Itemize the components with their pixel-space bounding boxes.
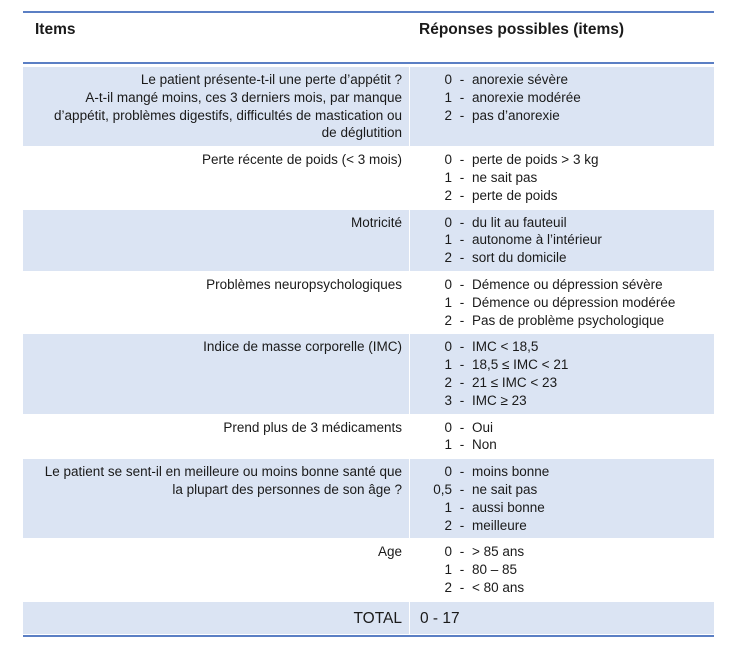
total-row: [23, 602, 714, 635]
answer-separator: -: [459, 544, 465, 560]
answer-option: [410, 517, 714, 535]
table-row: [23, 334, 714, 414]
items-column-header: Items: [35, 21, 76, 38]
answer-label: moins bonne: [472, 464, 550, 480]
answer-separator: -: [459, 312, 465, 328]
answer-label: ne sait pas: [472, 169, 538, 185]
answer-option: [410, 436, 714, 454]
answer-score: 3: [444, 392, 452, 408]
answer-option: [410, 543, 714, 561]
answer-separator: -: [459, 152, 465, 168]
answer-score: 1: [444, 232, 452, 248]
answer-label: du lit au fauteuil: [472, 214, 567, 230]
answer-list: [409, 459, 714, 538]
answer-option: [410, 374, 714, 392]
item-question: [23, 459, 409, 538]
item-question: [23, 334, 409, 413]
answer-separator: -: [459, 276, 465, 292]
answer-list: [409, 147, 714, 208]
answer-label: perte de poids: [472, 187, 558, 203]
answer-option: [410, 561, 714, 579]
table-row: [23, 539, 714, 601]
item-question-line: de déglutition: [321, 125, 402, 141]
answer-label: < 80 ans: [472, 579, 525, 595]
answer-score: 2: [444, 312, 452, 328]
answer-score: 2: [444, 187, 452, 203]
answer-score: 1: [444, 89, 452, 105]
table-row: [23, 147, 714, 209]
answer-score: 2: [444, 250, 452, 266]
answer-score: 0: [444, 464, 452, 480]
item-question-line: d’appétit, problèmes digestifs, difficultés de mastication ou: [54, 107, 402, 123]
item-question: [23, 539, 409, 600]
answer-label: Démence ou dépression modérée: [472, 294, 676, 310]
answer-label: meilleure: [472, 517, 527, 533]
answer-separator: -: [459, 562, 465, 578]
answer-score: 2: [444, 374, 452, 390]
answer-label: Non: [472, 437, 497, 453]
answer-list: [409, 67, 714, 146]
answer-score: 1: [444, 357, 452, 373]
answer-score: 0: [444, 72, 452, 87]
answer-label: Démence ou dépression sévère: [472, 276, 663, 292]
mna-score-table: [23, 11, 714, 637]
answer-score: 1: [444, 169, 452, 185]
answer-option: [410, 71, 714, 89]
answer-option: [410, 338, 714, 356]
answer-separator: -: [459, 169, 465, 185]
answer-list: [409, 415, 714, 459]
answer-score: 1: [444, 499, 452, 515]
answer-score: 0: [444, 214, 452, 230]
answer-option: [410, 187, 714, 205]
answer-separator: -: [459, 392, 465, 408]
answer-separator: -: [459, 481, 465, 497]
answer-score: 0: [444, 419, 452, 435]
item-question-line: Problèmes neuropsychologiques: [206, 276, 402, 292]
answer-option: [410, 214, 714, 232]
answer-list: [409, 539, 714, 600]
answer-score: 0: [444, 276, 452, 292]
answer-label: perte de poids > 3 kg: [472, 152, 599, 168]
item-question-line: Prend plus de 3 médicaments: [223, 419, 402, 435]
answer-separator: -: [459, 250, 465, 266]
answer-score: 1: [444, 437, 452, 453]
responses-column-header: Réponses possibles (items): [419, 21, 625, 38]
table-row: [23, 415, 714, 460]
answer-score: 0: [444, 152, 452, 168]
answer-label: > 85 ans: [472, 544, 525, 560]
answer-separator: -: [459, 357, 465, 373]
answer-option: [410, 107, 714, 125]
answer-option: [410, 463, 714, 481]
answer-option: [410, 579, 714, 597]
answer-separator: -: [459, 374, 465, 390]
answer-label: Oui: [472, 419, 494, 435]
table-header: [23, 13, 714, 64]
answer-label: IMC ≥ 23: [472, 392, 527, 408]
table-row: [23, 210, 714, 272]
answer-separator: -: [459, 214, 465, 230]
answer-option: [410, 499, 714, 517]
answer-separator: -: [459, 89, 465, 105]
item-question: [23, 272, 409, 333]
answer-label: IMC < 18,5: [472, 339, 539, 355]
answer-list: [409, 210, 714, 271]
answer-separator: -: [459, 579, 465, 595]
item-question-line: Le patient présente-t-il une perte d’appétit ?: [140, 72, 402, 87]
answer-label: 18,5 ≤ IMC < 21: [472, 357, 569, 373]
answer-label: ne sait pas: [472, 481, 538, 497]
answer-score: 1: [444, 294, 452, 310]
answer-separator: -: [459, 499, 465, 515]
answer-option: [410, 276, 714, 294]
answer-separator: -: [459, 107, 465, 123]
answer-label: autonome à l’intérieur: [472, 232, 602, 248]
answer-score: 0: [444, 339, 452, 355]
table-row: [23, 272, 714, 334]
answer-list: [409, 272, 714, 333]
answer-label: Pas de problème psychologique: [472, 312, 665, 328]
answer-separator: -: [459, 294, 465, 310]
answer-option: [410, 356, 714, 374]
answer-label: sort du domicile: [472, 250, 567, 266]
answer-option: [410, 312, 714, 330]
answer-option: [410, 169, 714, 187]
answer-list: [409, 334, 714, 413]
item-question: [23, 210, 409, 271]
table-body: [23, 67, 714, 602]
item-question-line: Perte récente de poids (< 3 mois): [202, 152, 402, 168]
table-row: [23, 67, 714, 147]
answer-separator: -: [459, 339, 465, 355]
item-question-line: Motricité: [350, 214, 402, 230]
answer-score: 2: [444, 107, 452, 123]
answer-option: [410, 294, 714, 312]
answer-option: [410, 419, 714, 437]
answer-separator: -: [459, 72, 465, 87]
answer-label: pas d’anorexie: [472, 107, 560, 123]
answer-score: 0,5: [433, 481, 452, 497]
table-row: [23, 459, 714, 539]
answer-separator: -: [459, 517, 465, 533]
answer-score: 2: [444, 517, 452, 533]
answer-option: [410, 249, 714, 267]
answer-label: 80 – 85: [472, 562, 518, 578]
answer-label: anorexie sévère: [472, 72, 569, 87]
answer-score: 1: [444, 562, 452, 578]
answer-option: [410, 392, 714, 410]
answer-option: [410, 151, 714, 169]
answer-score: 2: [444, 579, 452, 595]
answer-option: [410, 231, 714, 249]
answer-label: 21 ≤ IMC < 23: [472, 374, 558, 390]
item-question-line: Age: [377, 544, 402, 560]
answer-label: anorexie modérée: [472, 89, 581, 105]
answer-separator: -: [459, 419, 465, 435]
item-question: [23, 67, 409, 146]
answer-separator: -: [459, 232, 465, 248]
answer-label: aussi bonne: [472, 499, 545, 515]
answer-score: 0: [444, 544, 452, 560]
total-label: TOTAL: [353, 609, 402, 627]
answer-separator: -: [459, 437, 465, 453]
item-question-line: la plupart des personnes de son âge ?: [172, 481, 402, 497]
answer-separator: -: [459, 464, 465, 480]
answer-option: [410, 481, 714, 499]
item-question: [23, 147, 409, 208]
item-question-line: Indice de masse corporelle (IMC): [203, 339, 402, 355]
total-range: 0 - 17: [409, 602, 714, 634]
item-question-line: A-t-il mangé moins, ces 3 derniers mois, par manque: [85, 89, 402, 105]
item-question: [23, 415, 409, 459]
answer-separator: -: [459, 187, 465, 203]
item-question-line: Le patient se sent-il en meilleure ou moins bonne santé que: [44, 464, 402, 480]
answer-option: [410, 89, 714, 107]
